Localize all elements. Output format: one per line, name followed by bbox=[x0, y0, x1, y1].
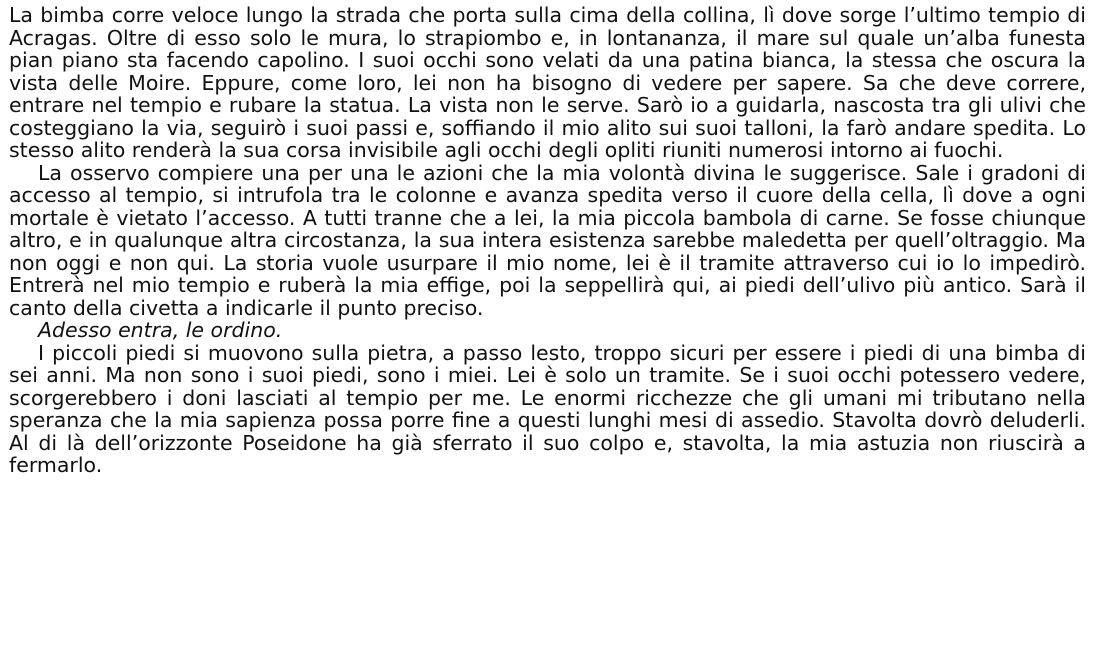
paragraph-3-italic: Adesso entra, le ordino. bbox=[38, 318, 283, 342]
paragraph-2: La osservo compiere una per una le azioni che la mia volontà divina le suggerisce. Sale i gradoni di accesso al tempio, si intrufola tra le colonne e avanza spedita verso il cuore della cella, lì dove a ogni mortale è vietato l’accesso. A tutti tranne che a lei, la mia piccola bambola di carne. Se fosse chiunque altro, e in qualunque altra circostanza, la sua intera esistenza sarebbe maledetta per quell’oltraggio. Ma non oggi e non qui. La storia vuole usurpare il mio nome, lei è il tramite attraverso cui io lo impedirò. Entrerà nel mio tempio e ruberà la mia effige, poi la seppellirà qui, ai piedi dell’ulivo più antico. Sarà il canto della civetta a indicarle il punto preciso. bbox=[9, 160, 1086, 320]
paragraph-1: La bimba corre veloce lungo la strada che porta sulla cima della collina, lì dove sorge l’ultimo tempio di Acragas. Oltre di esso solo le mura, lo strapiombo e, in lontananza, il mare sul quale un’alba funesta pian piano sta facendo capolino. I suoi occhi sono velati da una patina bianca, la stessa che oscura la vista delle Moire. Eppure, come loro, lei non ha bisogno di vedere per sapere. Sa che deve correre, entrare nel tempio e rubare la statua. La vista non le serve. Sarò io a guidarla, nascosta tra gli ulivi che costeggiano la via, seguirò i suoi passi e, soffiando il mio alito sui suoi talloni, la farò andare spedita. Lo stesso alito renderà la sua corsa invisibile agli occhi degli opliti riuniti numerosi intorno ai fuochi. bbox=[9, 3, 1086, 162]
paragraph-4: I piccoli piedi si muovono sulla pietra, a passo lesto, troppo sicuri per essere i piedi di una bimba di sei anni. Ma non sono i suoi piedi, sono i miei. Lei è solo un tramite. Se i suoi occhi potessero vedere, scorgerebbero i doni lasciati al tempio per me. Le enormi ricchezze che gli umani mi tributano nella speranza che la mia sapienza possa porre fine a questi lunghi mesi di assedio. Stavolta dovrò deluderli. Al di là dell’orizzonte Poseidone ha già sferrato il suo colpo e, stavolta, la mia astuzia non riuscirà a fermarlo. bbox=[9, 340, 1086, 477]
